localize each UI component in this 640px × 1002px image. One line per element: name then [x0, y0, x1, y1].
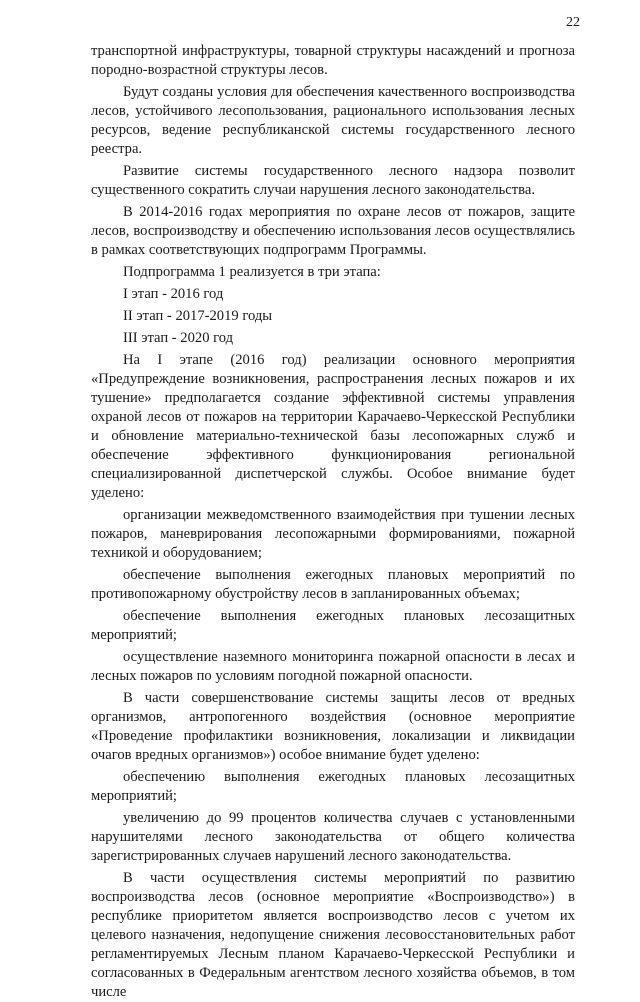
list-item: обеспечение выполнения ежегодных плановых мероприятий по противопожарному обустройству лесов в запланированных объемах;	[91, 567, 575, 602]
list-item: обеспечение выполнения ежегодных плановых лесозащитных мероприятий;	[91, 608, 575, 643]
paragraph: транспортной инфраструктуры, товарной структуры насаждений и прогноза породно-возрастной структуры лесов.	[91, 43, 575, 78]
paragraph: Будут созданы условия для обеспечения качественного воспроизводства лесов, устойчивого лесопользования, рационального использования лесных ресурсов, ведение республиканской системы государственного лесного реестра.	[91, 84, 575, 157]
stage-item: II этап - 2017-2019 годы	[123, 308, 273, 324]
list-item: увеличению до 99 процентов количества случаев с установленными нарушителями лесного законодательства от общего количества зарегистрированных случаев нарушений лесного законодательства.	[91, 810, 575, 864]
list-item: организации межведомственного взаимодействия при тушении лесных пожаров, маневрирования лесопожарными формированиями, пожарной техникой и оборудованием;	[91, 507, 575, 561]
list-item: обеспечению выполнения ежегодных плановых лесозащитных мероприятий;	[91, 769, 575, 804]
stage-item: I этап - 2016 год	[123, 286, 224, 302]
list-item: осуществление наземного мониторинга пожарной опасности в лесах и лесных пожаров по условиям погодной пожарной опасности.	[91, 649, 575, 684]
body-text	[91, 42, 575, 1002]
page-number: 22	[566, 15, 580, 30]
stage-item: III этап - 2020 год	[123, 330, 234, 346]
paragraph: Развитие системы государственного лесного надзора позволит существенного сократить случаи нарушения лесного законодательства.	[91, 163, 575, 198]
paragraph: В 2014-2016 годах мероприятия по охране лесов от пожаров, защите лесов, воспроизводству и обеспечению использования лесов осуществлялись в рамках соответствующих подпрограмм Программы.	[91, 204, 575, 258]
paragraph: В части совершенствование системы защиты лесов от вредных организмов, антропогенного воздействия (основное мероприятие «Проведение профилактики возникновения, локализации и ликвидации очагов вредных организмов») особое внимание будет уделено:	[91, 690, 575, 763]
paragraph: В части осуществления системы мероприятий по развитию воспроизводства лесов (основное мероприятие «Воспроизводство») в республике приоритетом является воспроизводство лесов с учетом их целевого назначения, недопущение снижения лесовосстановительных работ регламентируемых Лесным планом Карачаево-Черкесской Республики и согласованных в Федеральным агентством лесного хозяйства объемов, в том числе	[91, 870, 575, 1000]
paragraph: Подпрограмма 1 реализуется в три этапа:	[123, 264, 381, 280]
paragraph: На I этапе (2016 год) реализации основного мероприятия «Предупреждение возникновения, распространения лесных пожаров и их тушение» предполагается создание эффективной системы управления охраной лесов от пожаров на территории Карачаево-Черкесской Республики и обновление материально-технической базы лесопожарных служб и обеспечение эффективного функционирования региональной специализированной диспетчерской службы. Особое внимание будет уделено:	[91, 352, 575, 501]
